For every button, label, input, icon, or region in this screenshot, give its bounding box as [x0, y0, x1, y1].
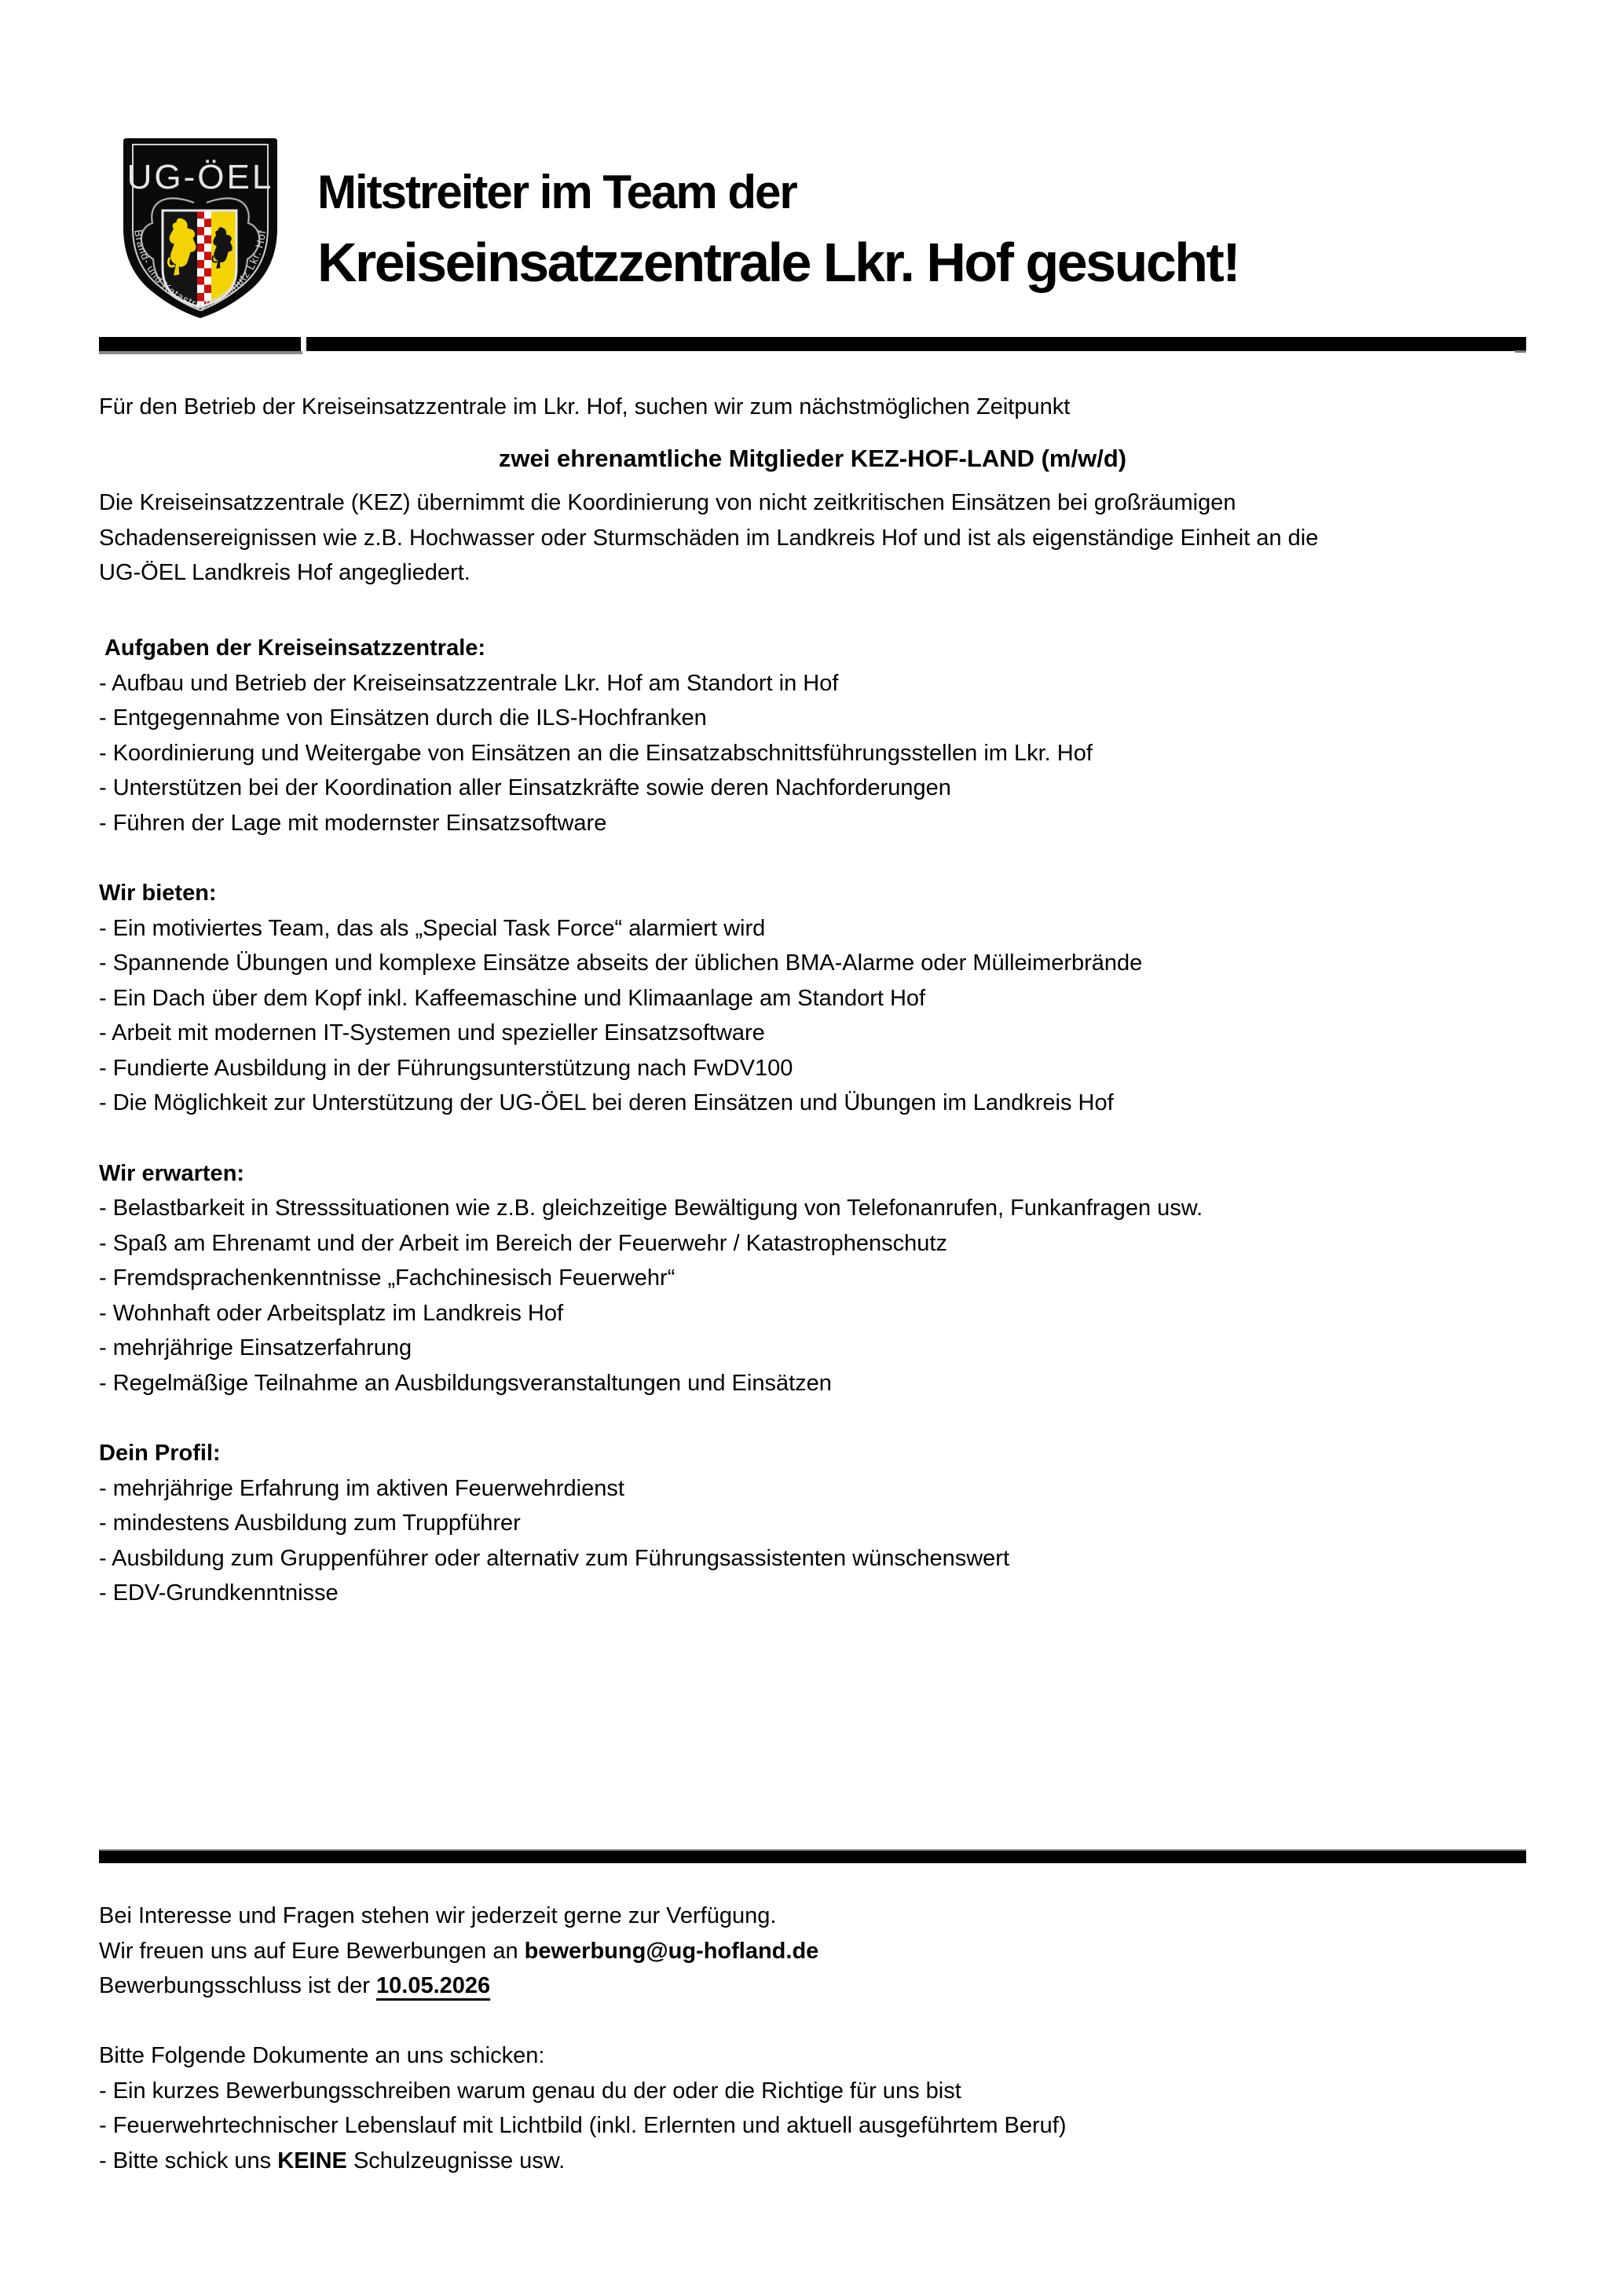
documents-item: - Feuerwehrtechnischer Lebenslauf mit Lichtbild (inkl. Erlernten und aktuell ausgeführtem Beruf) — [99, 2113, 1067, 2138]
bullet-line: - Arbeit mit modernen IT-Systemen und spezieller Einsatzsoftware — [99, 1020, 765, 1045]
section-dein-profil — [99, 1436, 1536, 1611]
documents-item — [99, 2144, 1067, 2179]
bullet-line: - Ein motiviertes Team, das als „Special Task Force“ alarmiert wird — [99, 915, 766, 941]
section-items — [99, 1471, 1536, 1611]
documents-block — [99, 2038, 1067, 2178]
contact-application-prefix: Wir freuen uns auf Eure Bewerbungen an — [99, 1938, 525, 1964]
section-wir-bieten — [99, 876, 1536, 1121]
bullet-line: Die Kreiseinsatzzentrale (KEZ) übernimmt die Koordinierung von nicht zeitkritischen Einsätzen bei großräumigen — [99, 490, 1236, 515]
logo-caption-text: Brand- und Katastrophenschutz Lkr. Hof — [132, 229, 269, 313]
divider-bar-shadow — [99, 351, 302, 354]
bullet-line: Schadensereignissen wie z.B. Hochwasser oder Sturmschäden im Landkreis Hof und ist als eigenständige Einheit an die — [99, 525, 1319, 551]
bullet-line: - mindestens Ausbildung zum Truppführer — [99, 1511, 521, 1536]
section-aufgaben — [99, 631, 1536, 840]
section-items — [99, 1191, 1536, 1401]
section-title: Aufgaben der Kreiseinsatzzentrale: — [99, 635, 486, 661]
contact-block — [99, 1899, 818, 2004]
bullet-line: - Regelmäßige Teilnahme an Ausbildungsveranstaltungen und Einsätzen — [99, 1370, 832, 1396]
ugoel-logo-badge — [115, 135, 285, 328]
divider-bar-top — [99, 337, 1526, 351]
deadline-date: 10.05.2026 — [376, 1973, 491, 1998]
section-title: Wir bieten: — [99, 881, 217, 906]
bullet-line: - Fundierte Ausbildung in der Führungsunterstützung nach FwDV100 — [99, 1055, 793, 1081]
bullet-line: - Belastbarkeit in Stresssituationen wie z.B. gleichzeitige Bewältigung von Telefonanrufen, Funkanfragen usw. — [99, 1196, 1203, 1221]
divider-bar-bottom — [99, 1851, 1526, 1863]
intro-sentence: Für den Betrieb der Kreiseinsatzzentrale im Lkr. Hof, suchen wir zum nächstmöglichen Zeitpunkt — [99, 394, 1071, 419]
bullet-line: - Spaß am Ehrenamt und der Arbeit im Bereich der Feuerwehr / Katastrophenschutz — [99, 1230, 947, 1256]
vacancy-headline: zwei ehrenamtliche Mitglieder KEZ-HOF-LAND (m/w/d) — [498, 445, 1127, 472]
section-title: Wir erwarten: — [99, 1160, 245, 1186]
section-wir-erwarten — [99, 1156, 1536, 1401]
flyer-sections — [99, 631, 1536, 1646]
documents-item3-prefix: - Bitte schick uns — [99, 2148, 278, 2173]
documents-item3-emphasis: KEINE — [277, 2148, 347, 2173]
contact-deadline-prefix: Bewerbungsschluss ist der — [99, 1973, 376, 1998]
bullet-line: - Fremdsprachenkenntnisse „Fachchinesisch Feuerwehr“ — [99, 1265, 676, 1291]
section-items — [99, 666, 1536, 841]
bullet-line: - mehrjährige Erfahrung im aktiven Feuerwehrdienst — [99, 1475, 624, 1501]
intro-paragraph — [99, 485, 1318, 591]
bullet-line: - Führen der Lage mit modernster Einsatzsoftware — [99, 810, 607, 836]
bullet-line: - Die Möglichkeit zur Unterstützung der UG-ÖEL bei deren Einsätzen und Übungen im Landkreis Hof — [99, 1090, 1114, 1115]
headline-line2: Kreiseinsatzzentrale Lkr. Hof gesucht! — [317, 232, 1239, 293]
bullet-line: - EDV-Grundkenntnisse — [99, 1580, 339, 1606]
bullet-line: - Spannende Übungen und komplexe Einsätze abseits der üblichen BMA-Alarme oder Mülleimerbrände — [99, 950, 1143, 976]
contact-application-line — [99, 1934, 818, 1969]
documents-item: - Ein kurzes Bewerbungsschreiben warum genau du der oder die Richtige für uns bist — [99, 2078, 961, 2104]
bullet-line: - Ein Dach über dem Kopf inkl. Kaffeemaschine und Klimaanlage am Standort Hof — [99, 985, 926, 1011]
documents-title: Bitte Folgende Dokumente an uns schicken: — [99, 2043, 545, 2068]
divider-bar-seam — [301, 337, 306, 351]
contact-availability: Bei Interesse und Fragen stehen wir jederzeit gerne zur Verfügung. — [99, 1903, 777, 1928]
documents-item3-suffix: Schulzeugnisse usw. — [346, 2148, 566, 2173]
section-items — [99, 911, 1536, 1121]
contact-deadline-line — [99, 1968, 818, 2004]
bullet-line: UG-ÖEL Landkreis Hof angegliedert. — [99, 560, 470, 585]
divider-bar-end-mark — [1515, 350, 1526, 353]
section-title: Dein Profil: — [99, 1441, 221, 1466]
bullet-line: - Koordinierung und Weitergabe von Einsätzen an die Einsatzabschnittsführungsstellen im Lkr. Hof — [99, 740, 1093, 766]
bullet-line: - Ausbildung zum Gruppenführer oder alternativ zum Führungsassistenten wünschenswert — [99, 1545, 1009, 1571]
bullet-line: - Wohnhaft oder Arbeitsplatz im Landkreis Hof — [99, 1300, 564, 1326]
bullet-line: - Aufbau und Betrieb der Kreiseinsatzzentrale Lkr. Hof am Standort in Hof — [99, 670, 839, 696]
bullet-line: - mehrjährige Einsatzerfahrung — [99, 1335, 412, 1360]
bullet-line: - Entgegennahme von Einsätzen durch die ILS-Hochfranken — [99, 705, 707, 731]
headline-line1: Mitstreiter im Team der — [317, 166, 796, 218]
bullet-line: - Unterstützen bei der Koordination aller Einsatzkräfte sowie deren Nachforderungen — [99, 775, 951, 800]
contact-email: bewerbung@ug-hofland.de — [524, 1938, 819, 1964]
logo-abbr-text: UG-ÖEL — [126, 158, 274, 196]
